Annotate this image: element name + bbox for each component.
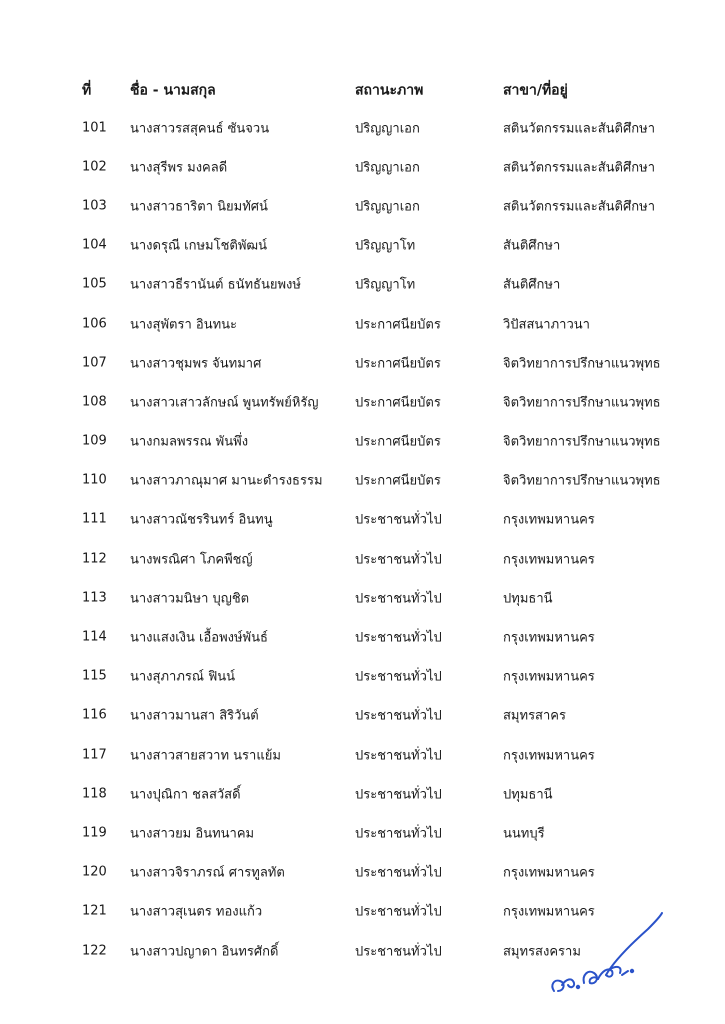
handwritten-signature [548, 905, 666, 1001]
row-name: นางสุภาภรณ์ ฟินน์ [130, 669, 236, 685]
row-branch: จิตวิทยาการปรึกษาแนวพุทธ [503, 434, 661, 450]
row-no: 104 [82, 237, 107, 253]
row-branch: จิตวิทยาการปรึกษาแนวพุทธ [503, 395, 661, 411]
table-row [82, 774, 682, 813]
row-branch: กรุงเทพมหานคร [503, 512, 595, 528]
row-no: 113 [82, 590, 107, 606]
row-no: 106 [82, 316, 107, 332]
row-status: ประชาชนทั่วไป [355, 904, 442, 920]
header-branch: สาขา/ที่อยู่ [503, 82, 568, 99]
row-status: ประชาชนทั่วไป [355, 708, 442, 724]
row-branch: กรุงเทพมหานคร [503, 669, 595, 685]
row-status: ประกาศนียบัตร [355, 317, 441, 333]
row-status: ปริญญาโท [355, 238, 416, 254]
row-name: นางสาวมานสา สิริวันต์ [130, 708, 259, 724]
row-branch: จิตวิทยาการปรึกษาแนวพุทธ [503, 473, 661, 489]
row-status: ปริญญาเอก [355, 199, 420, 215]
row-branch: กรุงเทพมหานคร [503, 904, 595, 920]
header-name: ชื่อ - นามสกุล [130, 82, 216, 99]
table-row [82, 147, 682, 186]
table-row [82, 696, 682, 735]
table-row [82, 500, 682, 539]
row-status: ประชาชนทั่วไป [355, 865, 442, 881]
row-name: นางดรุณี เกษมโชติพัฒน์ [130, 238, 268, 254]
row-no: 105 [82, 276, 107, 292]
row-branch: กรุงเทพมหานคร [503, 630, 595, 646]
row-branch: สันติศึกษา [503, 238, 561, 254]
row-no: 119 [82, 825, 107, 841]
row-status: ปริญญาเอก [355, 160, 420, 176]
table-row [82, 617, 682, 656]
row-status: ประกาศนียบัตร [355, 395, 441, 411]
table-header [82, 64, 682, 108]
row-name: นางสุรีพร มงคลดี [130, 160, 228, 176]
row-name: นางสาวณัชรรินทร์ อินทนู [130, 512, 273, 528]
row-name: นางสาวมนิษา บุญชิต [130, 591, 250, 607]
row-branch: กรุงเทพมหานคร [503, 552, 595, 568]
row-no: 117 [82, 747, 107, 763]
row-name: นางสาวสายสวาท นราแย้ม [130, 748, 281, 764]
row-name: นางสาวยม อินทนาคม [130, 826, 255, 842]
row-no: 122 [82, 943, 107, 959]
table-row [82, 461, 682, 500]
row-branch: กรุงเทพมหานคร [503, 748, 595, 764]
row-status: ประชาชนทั่วไป [355, 552, 442, 568]
row-no: 120 [82, 864, 107, 880]
header-no: ที่ [82, 82, 92, 99]
header-status: สถานะภาพ [355, 82, 424, 99]
table-row [82, 853, 682, 892]
row-no: 108 [82, 394, 107, 410]
row-branch: สตินวัตกรรมและสันติศึกษา [503, 160, 655, 176]
table-row [82, 265, 682, 304]
row-status: ประชาชนทั่วไป [355, 787, 442, 803]
table-row [82, 735, 682, 774]
table-row [82, 422, 682, 461]
row-branch: กรุงเทพมหานคร [503, 865, 595, 881]
row-status: ปริญญาเอก [355, 121, 420, 137]
row-name: นางสาวรสสุคนธ์ ซันจวน [130, 121, 270, 137]
row-name: นางสาวภาณุมาศ มานะดำรงธรรม [130, 473, 323, 489]
table-row [82, 304, 682, 343]
row-branch: สมุทรสาคร [503, 708, 566, 724]
row-name: นางสุพัตรา อินทนะ [130, 317, 238, 333]
table-row [82, 108, 682, 147]
row-status: ประกาศนียบัตร [355, 434, 441, 450]
table-row [82, 226, 682, 265]
row-no: 115 [82, 668, 107, 684]
row-status: ประชาชนทั่วไป [355, 591, 442, 607]
row-no: 103 [82, 198, 107, 214]
row-no: 110 [82, 472, 107, 488]
table-row [82, 578, 682, 617]
row-name: นางสาวธีรานันต์ ธนัทธันยพงษ์ [130, 277, 301, 293]
table-body [82, 108, 682, 970]
row-status: ประชาชนทั่วไป [355, 944, 442, 960]
row-no: 101 [82, 120, 107, 136]
row-status: ปริญญาโท [355, 277, 416, 293]
row-no: 109 [82, 433, 107, 449]
table-row [82, 813, 682, 852]
row-name: นางพรณิศา โภคพีชญ์ [130, 552, 253, 568]
row-branch: สมุทรสงคราม [503, 944, 581, 960]
row-status: ประชาชนทั่วไป [355, 748, 442, 764]
row-branch: จิตวิทยาการปรึกษาแนวพุทธ [503, 356, 661, 372]
row-no: 118 [82, 786, 107, 802]
row-name: นางสาวสุเนตร ทองแก้ว [130, 904, 263, 920]
row-status: ประชาชนทั่วไป [355, 669, 442, 685]
table-row [82, 382, 682, 421]
row-name: นางสาวธาริตา นิยมทัศน์ [130, 199, 268, 215]
row-status: ประชาชนทั่วไป [355, 826, 442, 842]
row-name: นางสาวเสาวลักษณ์ พูนทรัพย์หิรัญ [130, 395, 319, 411]
row-status: ประกาศนียบัตร [355, 473, 441, 489]
row-branch: ปทุมธานี [503, 591, 553, 607]
row-branch: สตินวัตกรรมและสันติศึกษา [503, 121, 655, 137]
row-name: นางปุณิกา ชลสวัสดิ์ [130, 787, 241, 803]
row-no: 112 [82, 551, 107, 567]
row-branch: สตินวัตกรรมและสันติศึกษา [503, 199, 655, 215]
row-name: นางสาวชุมพร จันทมาศ [130, 356, 262, 372]
row-status: ประชาชนทั่วไป [355, 630, 442, 646]
row-branch: นนทบุรี [503, 826, 545, 842]
table-row [82, 657, 682, 696]
row-no: 107 [82, 355, 107, 371]
row-branch: วิปัสสนาภาวนา [503, 317, 590, 333]
row-no: 111 [82, 511, 107, 527]
table-row [82, 539, 682, 578]
row-branch: สันติศึกษา [503, 277, 561, 293]
row-no: 102 [82, 159, 107, 175]
row-name: นางสาวจิราภรณ์ ศารทูลทัต [130, 865, 285, 881]
row-name: นางแสงเงิน เอื้อพงษ์พันธ์ [130, 630, 268, 646]
participant-table [82, 64, 682, 970]
row-no: 121 [82, 903, 107, 919]
row-no: 116 [82, 707, 107, 723]
row-name: นางสาวปญาดา อินทรศักดิ์ [130, 944, 279, 960]
table-row [82, 186, 682, 225]
row-name: นางกมลพรรณ พันพึ่ง [130, 434, 249, 450]
row-no: 114 [82, 629, 107, 645]
row-status: ประกาศนียบัตร [355, 356, 441, 372]
row-branch: ปทุมธานี [503, 787, 553, 803]
row-status: ประชาชนทั่วไป [355, 512, 442, 528]
table-row [82, 343, 682, 382]
